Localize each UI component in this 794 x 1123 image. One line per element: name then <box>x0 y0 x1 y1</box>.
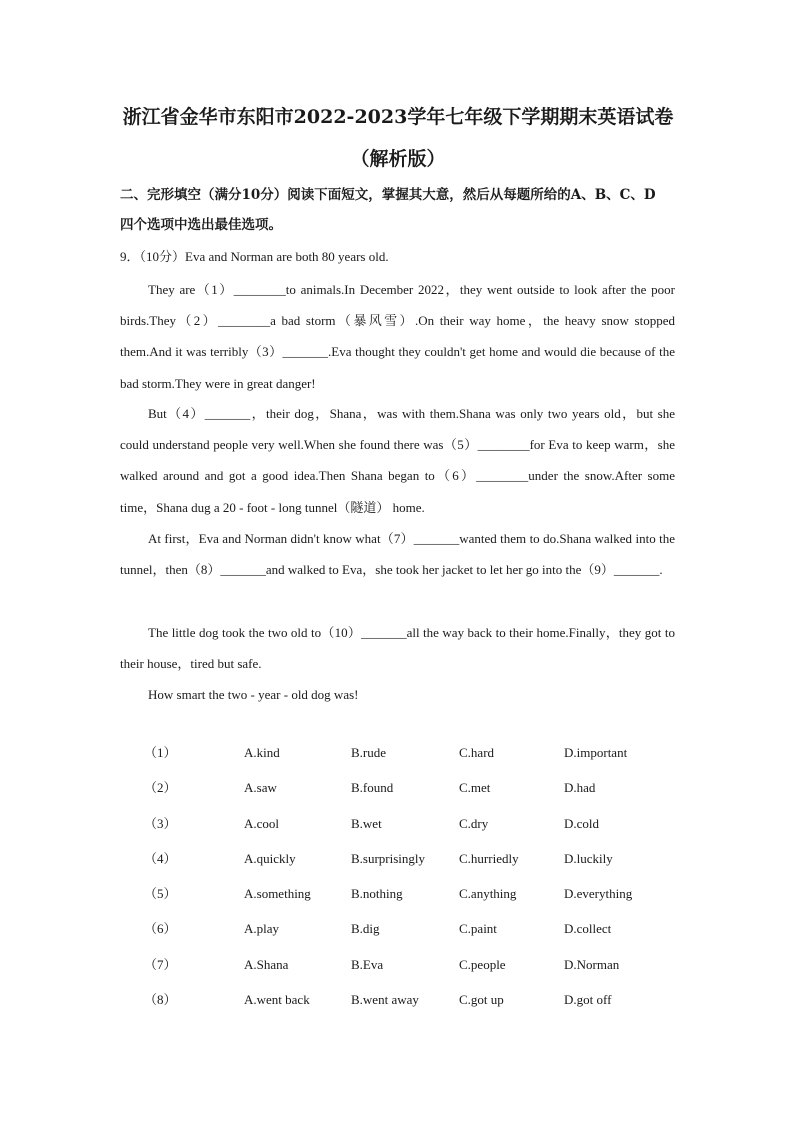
option-row <box>120 814 680 849</box>
option-d: D.important <box>564 745 628 760</box>
option-b: B.found <box>351 780 394 796</box>
paragraph-text: At first，Eva and Norman didn't know what（7）_______wanted them to do.Shana walked into the tunnel，then（8）_______and walked to Eva，she took her jacket to let her go into the（9）_______. <box>120 531 675 578</box>
option-row <box>120 884 680 919</box>
passage-paragraph-2 <box>120 398 675 523</box>
option-d: D.cold <box>564 815 600 831</box>
option-b: B.wet <box>351 815 382 831</box>
paragraph-text: But（4）_______，their dog，Shana，was with them.Shana was only two years old，but she could understand people very well.When she found there was（5）________for Eva to keep warm，she walked around and got a good idea.Then Shana began to（6）________under the snow.After some time，Shana dug a 20 - foot - long tunnel（隧道） home. <box>120 406 675 515</box>
option-number: （1） <box>144 745 177 760</box>
option-b: B.nothing <box>351 886 403 902</box>
option-number: （2） <box>144 780 177 796</box>
option-c: C.got up <box>459 992 504 1008</box>
section-instruction-line1: 二、完形填空（满分10分）阅读下面短文，掌握其大意，然后从每题所给的A、B、C、D <box>120 187 656 203</box>
option-d: D.Norman <box>564 956 620 972</box>
option-c: C.paint <box>459 921 497 937</box>
page-title: 浙江省金华市东阳市2022-2023学年七年级下学期期末英语试卷 <box>122 106 674 128</box>
option-number: （6） <box>144 921 177 937</box>
option-a: A.went back <box>244 992 310 1008</box>
option-d: D.got off <box>564 992 612 1008</box>
option-row <box>120 849 680 884</box>
option-d: D.everything <box>564 886 633 902</box>
passage-paragraph-1 <box>120 274 675 399</box>
option-number: （7） <box>144 956 177 972</box>
page-subtitle: （解析版） <box>350 148 446 170</box>
option-a: A.play <box>244 921 280 937</box>
option-row <box>120 955 680 990</box>
option-d: D.collect <box>564 921 612 937</box>
option-c: C.hard <box>459 745 495 760</box>
option-a: A.quickly <box>244 850 296 866</box>
option-number: （5） <box>144 886 177 902</box>
option-d: D.had <box>564 780 596 796</box>
paragraph-text: The little dog took the two old to（10）_______all the way back to their home.Finally，they got to their house，tired but safe. <box>120 625 675 672</box>
section-instruction-line2: 四个选项中选出最佳选项。 <box>120 217 282 233</box>
option-number: （4） <box>144 850 177 866</box>
question-stem: 9．（10分）Eva and Norman are both 80 years old. <box>120 249 389 264</box>
paragraph-text: They are（1）________to animals.In December 2022，they went outside to look after the poor birds.They（2）________a bad storm（暴风雪）.On their way home，the heavy snow stopped them.And it was terribly（3）_______.Eva thought they couldn't get home and would die because of the bad storm.They were in great danger! <box>120 282 675 391</box>
option-b: B.dig <box>351 921 380 937</box>
option-c: C.met <box>459 780 491 796</box>
passage-paragraph-4 <box>120 617 675 679</box>
passage-paragraph-5 <box>120 679 675 710</box>
option-b: B.went away <box>351 992 419 1008</box>
option-a: A.cool <box>244 815 280 831</box>
option-a: A.kind <box>244 745 280 760</box>
option-d: D.luckily <box>564 850 613 866</box>
option-b: B.surprisingly <box>351 850 426 866</box>
option-c: C.people <box>459 956 506 972</box>
option-a: A.saw <box>244 780 277 796</box>
option-a: A.Shana <box>244 956 289 972</box>
option-a: A.something <box>244 886 311 902</box>
option-row <box>120 743 680 778</box>
option-b: B.rude <box>351 745 387 760</box>
option-row <box>120 919 680 954</box>
option-c: C.dry <box>459 815 489 831</box>
option-b: B.Eva <box>351 956 384 972</box>
option-number: （8） <box>144 992 177 1008</box>
option-row <box>120 778 680 813</box>
option-c: C.hurriedly <box>459 850 519 866</box>
passage-paragraph-3 <box>120 523 675 585</box>
options-table <box>120 743 680 1025</box>
option-row <box>120 990 680 1025</box>
paragraph-text: How smart the two - year - old dog was! <box>148 687 359 702</box>
option-c: C.anything <box>459 886 517 902</box>
option-number: （3） <box>144 815 177 831</box>
